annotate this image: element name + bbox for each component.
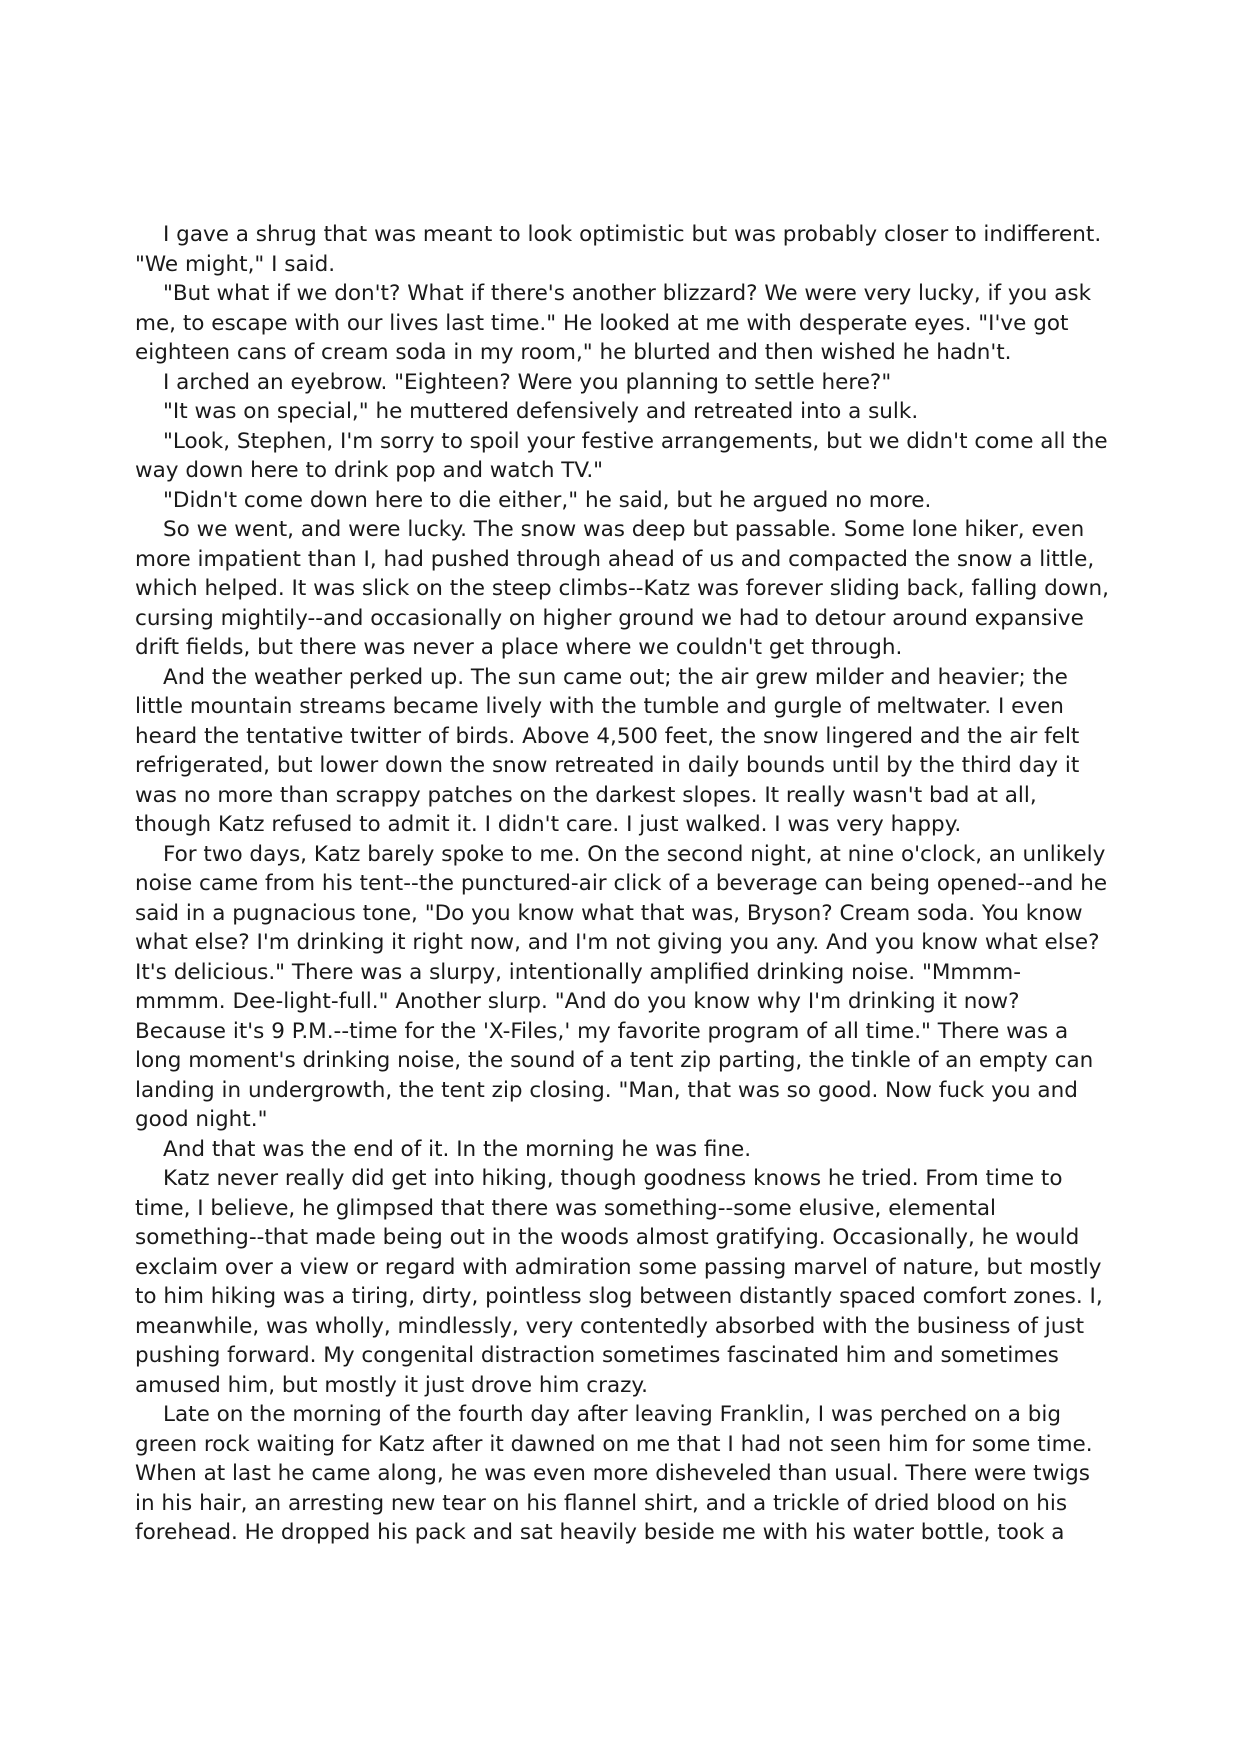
paragraph: And the weather perked up. The sun came out; the air grew milder and heavier; the little mountain streams became lively with the tumble and gurgle of meltwater. I even heard the tentative twitter of birds. Above 4,500 feet, the snow lingered and the air felt refrigerated, but lower down the snow retreated in daily bounds until by the third day it was no more than scrappy patches on the darkest slopes. It really wasn't bad at all, though Katz refused to admit it. I didn't care. I just walked. I was very happy. <box>135 664 1080 837</box>
paragraph: "It was on special," he muttered defensively and retreated into a sulk. <box>163 399 919 424</box>
body-text <box>135 220 1110 1548</box>
paragraph: "Didn't come down here to die either," he said, but he argued no more. <box>163 487 932 513</box>
paragraph: "Look, Stephen, I'm sorry to spoil your festive arrangements, but we didn't come all the way down here to drink pop and watch TV." <box>135 428 1108 483</box>
paragraph: "But what if we don't? What if there's another blizzard? We were very lucky, if you ask me, to escape with our lives last time." He looked at me with desperate eyes. "I've got eighteen cans of cream soda in my room," he blurted and then wished he hadn't. <box>135 281 1092 365</box>
paragraph: Late on the morning of the fourth day after leaving Franklin, I was perched on a big green rock waiting for Katz after it dawned on me that I had not seen him for some time. When at last he came along, he was even more disheveled than usual. There were twigs in his hair, an arresting new tear on his flannel shirt, and a trickle of dried blood on his forehead. He dropped his pack and sat heavily beside me with his water bottle, took a <box>135 1402 1093 1545</box>
paragraph: Katz never really did get into hiking, though goodness knows he tried. From time to time, I believe, he glimpsed that there was something--some elusive, elemental something--that made being out in the woods almost gratifying. Occasionally, he would exclaim over a view or regard with admiration some passing marvel of nature, but mostly to him hiking was a tiring, dirty, pointless slog between distantly spaced comfort zones. I, meanwhile, was wholly, mindlessly, very contentedly absorbed with the business of just pushing forward. My congenital distraction sometimes fascinated him and sometimes amused him, but mostly it just drove him crazy. <box>135 1166 1103 1398</box>
paragraph: And that was the end of it. In the morning he was fine. <box>163 1136 752 1162</box>
paragraph: I gave a shrug that was meant to look optimistic but was probably closer to indifferent. "We might," I said. <box>135 222 1102 277</box>
paragraph: So we went, and were lucky. The snow was deep but passable. Some lone hiker, even more impatient than I, had pushed through ahead of us and compacted the snow a little, which helped. It was slick on the steep climbs--Katz was forever sliding back, falling down, cursing mightily--and occasionally on higher ground we had to detour around expansive drift fields, but there was never a place where we couldn't get through. <box>135 517 1109 660</box>
paragraph: For two days, Katz barely spoke to me. On the second night, at nine o'clock, an unlikely noise came from his tent--the punctured-air click of a beverage can being opened--and he said in a pugnacious tone, "Do you know what that was, Bryson? Cream soda. You know what else? I'm drinking it right now, and I'm not giving you any. And you know what else? It's delicious." There was a slurpy, intentionally amplified drinking noise. "Mmmm-mmmm. Dee-light-full." Another slurp. "And do you know why I'm drinking it now? Because it's 9 P.M.--time for the 'X-Files,' my favorite program of all time." There was a long moment's drinking noise, the sound of a tent zip parting, the tinkle of an empty can landing in undergrowth, the tent zip closing. "Man, that was so good. Now fuck you and good night." <box>135 841 1108 1132</box>
paragraph: I arched an eyebrow. "Eighteen? Were you planning to settle here?" <box>163 369 892 395</box>
